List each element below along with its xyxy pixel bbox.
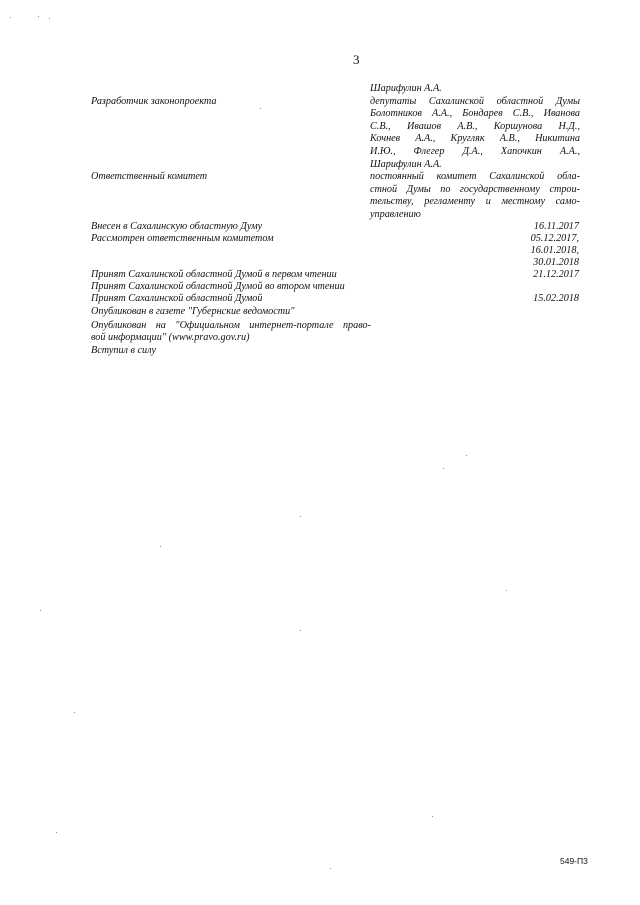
scan-speck [38,16,39,17]
reviewed-date: 30.01.2018 [533,257,579,268]
page-number: 3 [353,52,360,67]
scan-speck [300,630,301,631]
scan-speck [466,455,467,456]
reviewed-date: 16.01.2018, [530,245,579,256]
published-portal [91,320,371,332]
scan-speck [49,18,50,19]
first-reading-label: Принят Сахалинской областной Думой в первом чтении [91,269,337,280]
scan-speck [74,712,75,713]
scan-speck [160,546,161,547]
committee-label: Ответственный комитет [91,171,208,182]
developer-label: Разработчик законопроекта [91,96,217,107]
adopted-label: Принят Сахалинской областной Думой [91,293,263,304]
scan-speck [432,816,433,817]
scan-speck [300,516,301,517]
committee-line: стной Думы по государственному строи- [370,183,580,195]
published-newspaper-label: Опубликован в газете "Губернские ведомости" [91,306,295,317]
committee-line: постоянный комитет Сахалинской обла- [370,171,580,182]
developer-line: Шарифулин А.А. [370,158,442,170]
scan-speck [330,868,331,869]
scan-speck [56,832,57,833]
developer-line: Болотников А.А., Бондарев С.В., Иванова [370,108,580,120]
developer-line: С.В., Ивашов А.В., Коршунова Н.Д., [370,120,580,132]
committee-line: тельству, регламенту и местному само- [370,196,580,208]
developer-line: Шарифулин А.А. [370,83,442,94]
committee-line: управлению [370,208,421,220]
second-reading-label: Принят Сахалинской областной Думой во втором чтении [91,281,345,292]
published-portal-line: Опубликован на "Официальном интернет-портале право- [91,320,371,331]
reviewed-date: 05.12.2017, [530,233,579,244]
developer-value [370,83,580,171]
developer-line: депутаты Сахалинской областной Думы [370,95,580,107]
introduced-date: 16.11.2017 [533,221,579,232]
scan-speck [10,17,11,18]
scan-speck [443,468,444,469]
scan-speck [506,590,507,591]
document-code: 549-П3 [560,856,588,866]
reviewed-label: Рассмотрен ответственным комитетом [91,233,274,244]
first-reading-date: 21.12.2017 [533,269,579,280]
developer-line: И.Ю., Флегер Д.А., Хапочкин А.А., [370,145,580,157]
published-portal-line: вой информации" (www.pravo.gov.ru) [91,332,250,343]
in-force-label: Вступил в силу [91,345,156,356]
adopted-date: 15.02.2018 [533,293,579,304]
scan-speck [40,610,41,611]
developer-line: Кочнев А.А., Кругляк А.В., Никитина [370,133,580,145]
committee-value [370,171,580,221]
introduced-label: Внесен в Сахалинскую областную Думу [91,221,263,232]
scan-speck [260,108,261,109]
